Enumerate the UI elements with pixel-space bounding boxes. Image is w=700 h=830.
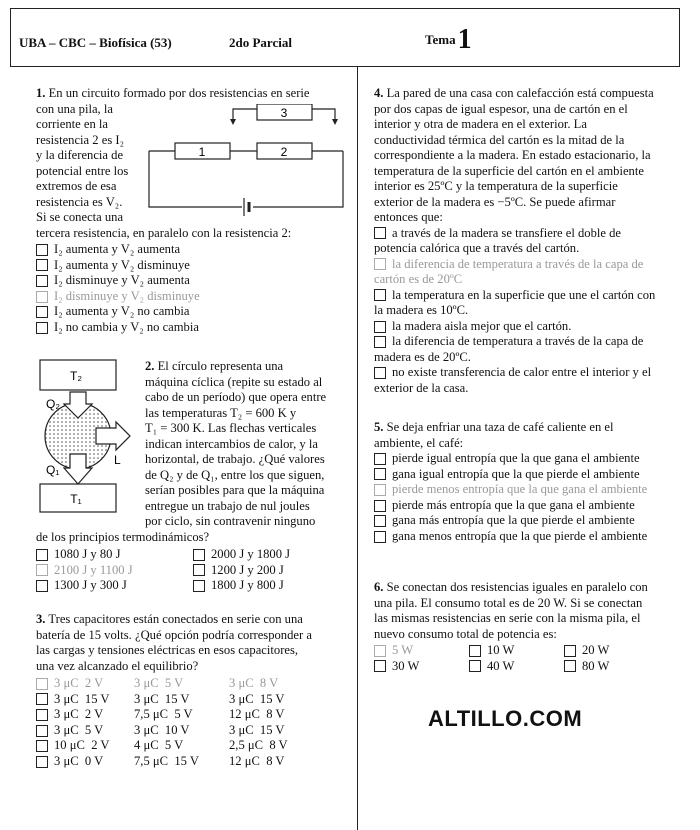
answer-option[interactable] [374,257,684,273]
q2-line: T₁ = 300 K. Las flechas verticales [145,421,317,435]
q2-line: de Q₂ y de Q₁, entre los que siguen, [145,467,325,482]
option-label: la diferencia de temperatura a través de la capa de [392,334,644,349]
q5-line: 5. Se deja enfriar una taza de café caliente en el [374,420,614,434]
option-label: I₂ aumenta y V₂ no cambia [54,304,190,319]
q4-line: correspondiente a la madera. En estado estacionario, la [374,148,651,162]
checkbox-icon[interactable] [374,645,386,657]
option-label: a través de la madera se transfiere el doble de [392,225,622,240]
q1-line: potencial entre los [36,163,129,178]
q1-line: con una pila, la [36,101,113,116]
brand-watermark: ALTILLO.COM [428,706,583,731]
q4-line: por dos capas de igual espesor, una de cartón en el [374,101,628,116]
capacitor-value: 3 μC 15 V [134,691,190,706]
answer-option[interactable] [36,273,356,289]
answer-option[interactable] [374,482,684,498]
answer-option[interactable] [374,288,684,304]
q6-number: 6. [374,580,384,594]
question-2 [145,359,360,530]
option-row [374,643,684,659]
q4-line: temperatura de la superficie del cartón en el ambiente [374,163,644,178]
checkbox-icon[interactable] [36,725,48,737]
checkbox-icon[interactable] [374,258,386,270]
heat-engine-diagram [36,356,144,516]
capacitor-value: 7,5 μC 5 V [134,707,193,722]
option-row [374,659,684,675]
option-label: 5 W [392,643,414,657]
q4-line: interior es 25ºC y la temperatura de la superficie [374,179,618,193]
q2-line: máquina cíclica (repite su estado al [145,374,323,389]
checkbox-icon[interactable] [564,645,576,657]
checkbox-icon[interactable] [193,564,205,576]
option-label: gana más entropía que la que pierde el ambiente [392,513,635,528]
option-label: 1080 J y 80 J [54,547,121,561]
option-label: la madera aisla mejor que el cartón. [392,318,572,333]
answer-option[interactable] [374,513,684,529]
checkbox-icon[interactable] [374,468,386,480]
checkbox-icon[interactable] [374,453,386,465]
tema: Tema1 [425,24,472,55]
resistor-2-label: 2 [280,145,288,159]
q1-line: resistencia es V₂. [36,194,123,209]
answer-option[interactable] [374,334,684,350]
capacitor-value: 3 μC 5 V [134,676,184,690]
option-label: 1300 J y 300 J [54,578,127,593]
q1-line: 1. En un circuito formado por dos resistencias en serie [36,86,310,100]
q1-line: corriente en la [36,117,109,131]
q6-line: una pila. El consumo total es de 20 W. Si se conectan [374,595,643,610]
question-3 [36,612,356,770]
q1-line: y la diferencia de [36,148,124,162]
option-label: gana menos entropía que la que pierde el ambiente [392,528,648,543]
checkbox-icon[interactable] [36,291,48,303]
q1-line: extremos de esa [36,179,117,193]
option-label: 20 W [582,643,610,657]
q1-line: Si se conecta una [36,210,124,224]
q2-number: 2. [145,359,155,373]
option-label: gana igual entropía que la que pierde el ambiente [392,466,640,481]
answer-option[interactable] [36,320,356,336]
option-label: pierde igual entropía que la que gana el ambiente [392,451,640,465]
capacitor-value: 3 μC 0 V [54,753,104,768]
capacitor-value: 3 μC 8 V [229,676,279,690]
q3-number: 3. [36,612,46,626]
q6-line: nuevo consumo total de potencia es: [374,626,557,641]
checkbox-icon[interactable] [374,531,386,543]
checkbox-icon[interactable] [374,321,386,333]
checkbox-icon[interactable] [36,275,48,287]
option-label-continued: la madera es 10ºC. [374,303,469,318]
capacitor-value: 10 μC 2 V [54,738,110,753]
option-label: pierde más entropía que la que gana el ambiente [392,497,635,512]
course-title: UBA – CBC – Biofísica (53) [19,35,172,50]
checkbox-icon[interactable] [36,306,48,318]
option-label: I₂ aumenta y V₂ disminuye [54,257,190,272]
q6-line: 6. Se conectan dos resistencias iguales en paralelo con [374,580,648,594]
checkbox-icon[interactable] [36,259,48,271]
t1-label: T₁ [70,492,82,506]
answer-option[interactable] [374,451,684,467]
question-6 [374,580,684,674]
answer-option[interactable] [193,547,353,563]
capacitor-value: 3 μC 2 V [54,676,104,690]
option-label: 1800 J y 800 J [211,578,284,593]
capacitor-value: 12 μC 8 V [229,707,285,722]
answer-option[interactable] [193,563,353,579]
circuit-diagram [145,104,345,219]
option-label: 40 W [487,658,515,673]
question-4 [374,86,684,397]
answer-option[interactable] [374,467,684,483]
checkbox-icon[interactable] [36,549,48,561]
answer-option[interactable] [564,659,654,675]
option-label: I₂ disminuye y V₂ aumenta [54,273,190,288]
resistor-1-label: 1 [198,145,206,159]
capacitor-value: 7,5 μC 15 V [134,753,199,768]
answer-option[interactable] [374,659,469,675]
answer-option[interactable] [36,258,356,274]
q1-label: Q₁ [46,463,60,477]
capacitor-value: 3 μC 5 V [54,722,104,737]
q2-line: cabo de un período) que opera entre [145,390,327,404]
checkbox-icon[interactable] [374,227,386,239]
option-label: pierde menos entropía que la que gana el ambiente [392,482,648,497]
resistor-3-label: 3 [280,106,288,120]
q1-line: tercera resistencia, en paralelo con la resistencia 2: [36,225,292,240]
answer-option[interactable] [469,643,564,659]
checkbox-icon[interactable] [193,549,205,561]
q4-line: exterior de la madera es −5ºC. Se puede afirmar [374,194,616,209]
capacitor-value: 3 μC 10 V [134,722,190,737]
q2-line: horizontal, de trabajo. ¿Qué valores [145,452,325,466]
checkbox-icon[interactable] [36,740,48,752]
answer-option[interactable] [36,676,356,692]
checkbox-icon[interactable] [374,484,386,496]
q3-line: 3. Tres capacitores están conectados en serie con una [36,612,303,626]
option-label: I₂ no cambia y V₂ no cambia [54,319,199,334]
q2-options [36,547,356,594]
q5-line: ambiente, el café: [374,435,464,450]
answer-option[interactable] [374,643,469,659]
q4-line: conductividad térmica del cartón es la mitad de la [374,132,625,147]
checkbox-icon[interactable] [469,660,481,672]
q2-label: Q₂ [46,397,60,411]
tema-number: 1 [457,24,472,55]
answer-option[interactable] [36,738,356,754]
capacitor-value: 3 μC 15 V [229,722,285,737]
option-label: 1200 J y 200 J [211,562,284,577]
capacitor-value: 3 μC 15 V [229,691,285,706]
answer-option[interactable] [36,723,356,739]
checkbox-icon[interactable] [374,515,386,527]
checkbox-icon[interactable] [36,244,48,256]
answer-option[interactable] [36,563,193,579]
q2-line: entregue un trabajo de nul joules [145,498,310,513]
answer-option[interactable] [374,319,684,335]
option-label-continued: potencia calórica que a través del cartón. [374,241,580,256]
answer-option[interactable] [374,226,684,242]
capacitor-value: 4 μC 5 V [134,738,184,753]
option-label: 10 W [487,643,515,657]
q2-line: por ciclo, sin contravenir ninguno [145,514,316,528]
option-label: 30 W [392,658,420,673]
answer-option[interactable] [36,754,356,770]
answer-option[interactable] [36,289,356,305]
q4-line: interior y otra de madera en el exterior. La [374,117,587,131]
answer-option[interactable] [374,529,684,545]
question-5 [374,420,684,545]
answer-option[interactable] [193,578,353,594]
q4-number: 4. [374,86,384,100]
q1-line: resistencia 2 es I₂ [36,132,124,147]
option-label: I₂ aumenta y V₂ aumenta [54,242,181,256]
q4-line: entonces que: [374,210,443,224]
checkbox-icon[interactable] [36,322,48,334]
q5-number: 5. [374,420,384,434]
answer-option[interactable] [469,659,564,675]
option-label: 2000 J y 1800 J [211,547,291,561]
work-label: L [114,453,121,467]
q2-line: las temperaturas T₂ = 600 K y [145,405,297,420]
q3-line: batería de 15 volts. ¿Qué opción podría corresponder a [36,627,312,642]
option-label: 2100 J y 1100 J [54,562,133,577]
option-label-continued: cartón es de 20ºC [374,272,463,287]
capacitor-value: 3 μC 2 V [54,707,104,722]
checkbox-icon[interactable] [36,564,48,576]
answer-option[interactable] [374,365,684,381]
answer-option[interactable] [36,242,356,258]
capacitor-value: 12 μC 8 V [229,753,285,768]
q3-line: las cargas y tensiones eléctricas en esos capacitores, [36,643,299,657]
option-row [36,547,356,563]
option-label-continued: exterior de la casa. [374,381,469,396]
option-label: no existe transferencia de calor entre el interior y el [392,365,652,380]
answer-option[interactable] [36,707,356,723]
q4-line: 4. La pared de una casa con calefacción está compuesta [374,86,654,100]
option-label-continued: madera es de 20ºC. [374,349,471,364]
capacitor-value: 2,5 μC 8 V [229,738,288,753]
q3-line: una vez alcanzado el equilibrio? [36,658,199,673]
option-label: I₂ disminuye y V₂ disminuye [54,288,200,303]
t2-label: T₂ [70,369,82,383]
answer-option[interactable] [374,498,684,514]
answer-option[interactable] [36,547,193,563]
exam-name: 2do Parcial [229,35,292,50]
checkbox-icon[interactable] [374,367,386,379]
checkbox-icon[interactable] [374,289,386,301]
checkbox-icon[interactable] [36,709,48,721]
q6-line: las mismas resistencias en serie con la misma pila, el [374,611,641,625]
checkbox-icon[interactable] [374,660,386,672]
checkbox-icon[interactable] [36,756,48,768]
answer-option[interactable] [564,643,654,659]
checkbox-icon[interactable] [374,336,386,348]
checkbox-icon[interactable] [374,500,386,512]
option-row [36,578,356,594]
option-row [36,563,356,579]
checkbox-icon[interactable] [193,580,205,592]
checkbox-icon[interactable] [36,693,48,705]
checkbox-icon[interactable] [469,645,481,657]
option-label: 80 W [582,658,610,673]
checkbox-icon[interactable] [36,580,48,592]
q2-line: 2. El círculo representa una [145,359,284,373]
exam-header [10,8,680,67]
answer-option[interactable] [36,578,193,594]
answer-option[interactable] [36,304,356,320]
q2-line: de los principios termodinámicos? [36,530,210,544]
capacitor-value: 3 μC 15 V [54,691,110,706]
answer-option[interactable] [36,692,356,708]
q1-number: 1. [36,86,46,100]
option-label: la diferencia de temperatura a través de la capa de [392,256,644,271]
option-label: la temperatura en la superficie que une el cartón con [392,287,656,302]
checkbox-icon[interactable] [564,660,576,672]
checkbox-icon[interactable] [36,678,48,690]
q2-line: indican intercambios de calor, y la [145,436,318,451]
q2-line: serían posibles para que la máquina [145,483,325,497]
